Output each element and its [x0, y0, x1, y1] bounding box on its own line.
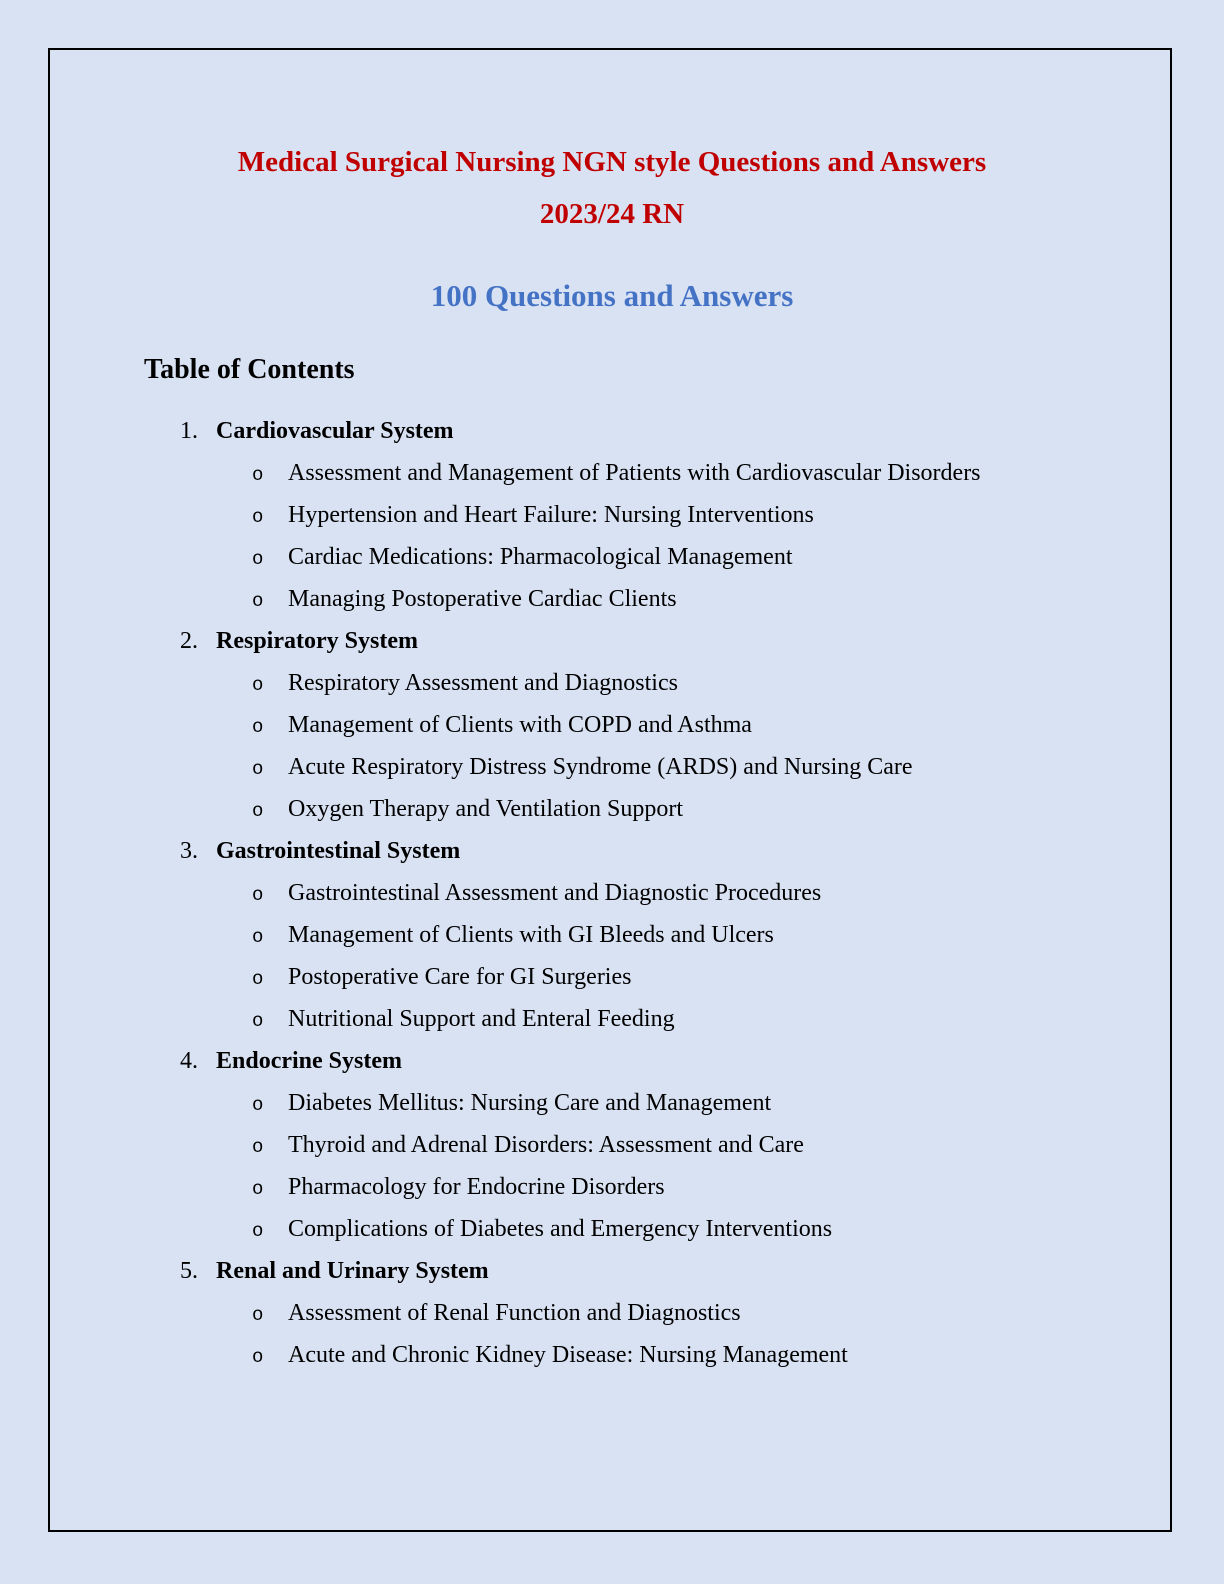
toc-subitem-label: Thyroid and Adrenal Disorders: Assessment and Care	[288, 1132, 804, 1158]
toc-subitem-1-4	[144, 586, 1080, 628]
toc-bullet-icon: o	[252, 884, 264, 906]
toc-bullet-icon: o	[252, 1136, 264, 1158]
toc-subitem-3-4	[144, 1006, 1080, 1048]
toc-bullet-icon: o	[252, 758, 264, 780]
toc-section-number: 3.	[180, 838, 198, 864]
toc-subitem-1-1	[144, 460, 1080, 502]
toc-subitem-2-2	[144, 712, 1080, 754]
toc-bullet-icon: o	[252, 968, 264, 990]
toc-subitem-3-3	[144, 964, 1080, 1006]
toc-section-title: Endocrine System	[216, 1048, 402, 1074]
toc-section-title: Renal and Urinary System	[216, 1258, 489, 1284]
toc-section-5	[144, 1258, 1080, 1300]
toc-section-2	[144, 628, 1080, 670]
toc-subitem-label: Respiratory Assessment and Diagnostics	[288, 670, 678, 696]
toc-subitem-4-2	[144, 1132, 1080, 1174]
toc-bullet-icon: o	[252, 1304, 264, 1326]
toc-bullet-icon: o	[252, 674, 264, 696]
toc-subitem-label: Gastrointestinal Assessment and Diagnostic Procedures	[288, 880, 822, 906]
toc-subitem-2-3	[144, 754, 1080, 796]
toc-bullet-icon: o	[252, 1010, 264, 1032]
document-title-line1: Medical Surgical Nursing NGN style Questions and Answers	[237, 146, 987, 178]
toc-bullet-icon: o	[252, 1094, 264, 1116]
toc-subitem-4-4	[144, 1216, 1080, 1258]
toc-section-number: 2.	[180, 628, 198, 654]
toc-subitem-4-3	[144, 1174, 1080, 1216]
toc-subitem-label: Cardiac Medications: Pharmacological Management	[288, 544, 793, 570]
toc-subitem-label: Assessment and Management of Patients with Cardiovascular Disorders	[288, 460, 981, 486]
toc-bullet-icon: o	[252, 1178, 264, 1200]
toc-bullet-icon: o	[252, 800, 264, 822]
toc-section-title: Cardiovascular System	[216, 418, 454, 444]
toc-subitem-label: Diabetes Mellitus: Nursing Care and Management	[288, 1090, 772, 1116]
toc-subitem-3-1	[144, 880, 1080, 922]
toc-bullet-icon: o	[252, 506, 264, 528]
toc-section-number: 4.	[180, 1048, 198, 1074]
toc-section-title: Respiratory System	[216, 628, 418, 654]
toc-section-3	[144, 838, 1080, 880]
toc-subitem-label: Pharmacology for Endocrine Disorders	[288, 1174, 665, 1200]
toc-subitem-1-3	[144, 544, 1080, 586]
toc-bullet-icon: o	[252, 1346, 264, 1368]
toc-subitem-1-2	[144, 502, 1080, 544]
toc-subitem-2-1	[144, 670, 1080, 712]
toc-bullet-icon: o	[252, 926, 264, 948]
toc-subitem-label: Nutritional Support and Enteral Feeding	[288, 1006, 675, 1032]
toc-subitem-label: Acute Respiratory Distress Syndrome (ARDS) and Nursing Care	[288, 754, 913, 780]
toc-subitem-label: Hypertension and Heart Failure: Nursing Interventions	[288, 502, 814, 528]
toc-section-4	[144, 1048, 1080, 1090]
toc-subitem-4-1	[144, 1090, 1080, 1132]
document-title	[144, 136, 1080, 240]
toc-subitem-label: Oxygen Therapy and Ventilation Support	[288, 796, 684, 822]
toc-bullet-icon: o	[252, 716, 264, 738]
toc-bullet-icon: o	[252, 548, 264, 570]
toc-section-number: 1.	[180, 418, 198, 444]
page-content	[144, 48, 1080, 1384]
toc-subitem-label: Complications of Diabetes and Emergency Interventions	[288, 1216, 833, 1242]
toc-subitem-3-2	[144, 922, 1080, 964]
toc-section-number: 5.	[180, 1258, 198, 1284]
toc-section-title: Gastrointestinal System	[216, 838, 461, 864]
document-subtitle: 100 Questions and Answers	[430, 278, 794, 313]
toc-subitem-2-4	[144, 796, 1080, 838]
document-title-line2: 2023/24 RN	[539, 198, 685, 230]
toc-section-1	[144, 418, 1080, 460]
toc-subitem-5-2	[144, 1342, 1080, 1384]
toc-list	[144, 418, 1080, 1384]
toc-bullet-icon: o	[252, 464, 264, 486]
toc-subitem-label: Management of Clients with GI Bleeds and Ulcers	[288, 922, 774, 948]
toc-subitem-5-1	[144, 1300, 1080, 1342]
toc-subitem-label: Managing Postoperative Cardiac Clients	[288, 586, 677, 612]
toc-subitem-label: Postoperative Care for GI Surgeries	[288, 964, 632, 990]
toc-subitem-label: Assessment of Renal Function and Diagnostics	[288, 1300, 741, 1326]
toc-subitem-label: Acute and Chronic Kidney Disease: Nursing Management	[288, 1342, 848, 1368]
toc-bullet-icon: o	[252, 1220, 264, 1242]
toc-bullet-icon: o	[252, 590, 264, 612]
toc-subitem-label: Management of Clients with COPD and Asthma	[288, 712, 752, 738]
toc-heading: Table of Contents	[144, 354, 355, 385]
